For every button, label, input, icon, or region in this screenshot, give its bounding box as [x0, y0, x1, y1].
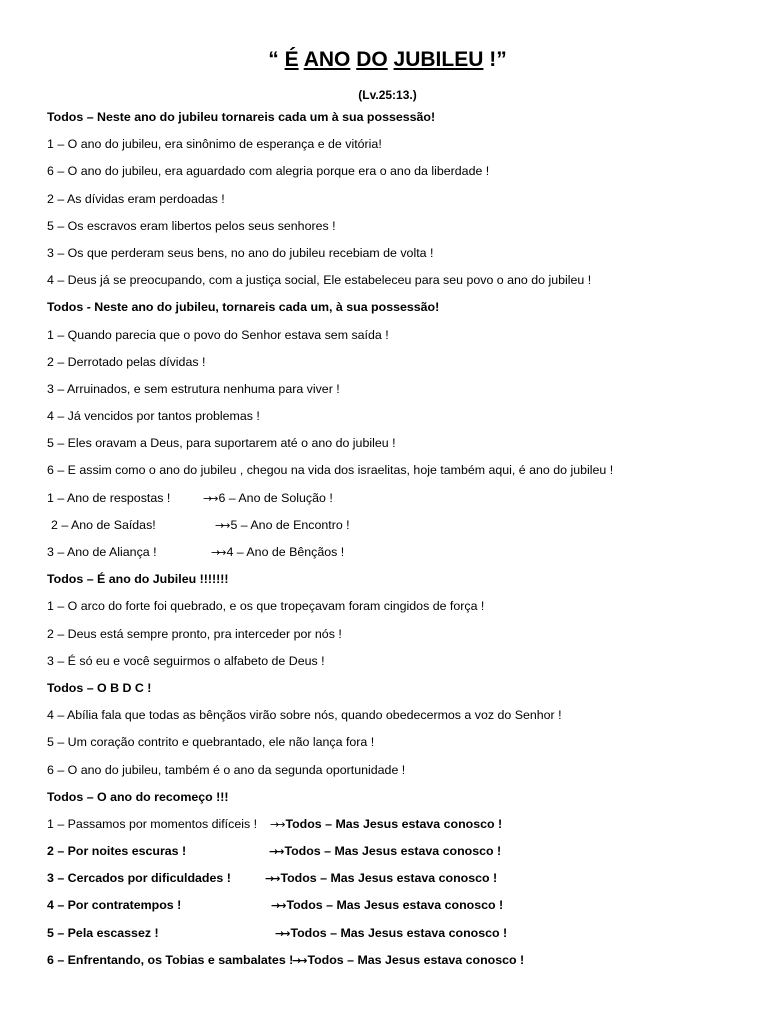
line-04: 2 – As dívidas eram perdoadas !	[47, 191, 225, 206]
line-24: 5 – Um coração contrito e quebrantado, ele não lança fora !	[47, 735, 375, 750]
line-30-right: Todos – Mas Jesus estava conosco !	[286, 898, 504, 913]
line-29-right: Todos – Mas Jesus estava conosco !	[280, 871, 498, 886]
line-07: 4 – Deus já se preocupando, com a justiça social, Ele estabeleceu para seu povo o ano do jubileu !	[47, 273, 592, 288]
line-27-right: Todos – Mas Jesus estava conosco !	[285, 816, 503, 831]
line-08: Todos - Neste ano do jubileu, tornareis cada um, à sua possessão!	[47, 300, 440, 315]
line-01: Todos – Neste ano do jubileu tornareis cada um à sua possessão!	[47, 110, 436, 124]
line-18: Todos – É ano do Jubileu !!!!!!!	[47, 572, 229, 587]
arrow-icon: →→	[270, 817, 283, 831]
line-20: 2 – Deus está sempre pronto, pra interceder por nós !	[47, 626, 342, 641]
document-title	[47, 46, 728, 76]
line-27	[47, 816, 728, 843]
title-word-4: JUBILEU	[393, 48, 484, 71]
line-29	[47, 870, 728, 897]
line-14: 6 – E assim como o ano do jubileu , chegou na vida dos israelitas, hoje também aqui, é ano do jubileu !	[47, 463, 614, 478]
title-close-quote: !”	[483, 48, 507, 71]
line-11: 3 – Arruinados, e sem estrutura nenhuma para viver !	[47, 381, 340, 396]
line-17-left: 3 – Ano de Aliança !	[47, 545, 157, 559]
line-27-left: 1 – Passamos por momentos difíceis !	[47, 816, 258, 831]
line-05: 5 – Os escravos eram libertos pelos seus senhores !	[47, 218, 336, 233]
line-13: 5 – Eles oravam a Deus, para suportarem até o ano do jubileu !	[47, 436, 396, 451]
arrow-icon: →→	[271, 899, 284, 913]
line-28-right: Todos – Mas Jesus estava conosco !	[284, 844, 502, 859]
line-31-left: 5 – Pela escassez !	[47, 925, 159, 940]
line-23: 4 – Abília fala que todas as bênçãos virão sobre nós, quando obedecermos a voz do Senhor !	[47, 708, 562, 723]
line-19: 1 – O arco do forte foi quebrado, e os que tropeçavam foram cingidos de força !	[47, 599, 485, 614]
responsive-reading	[47, 109, 728, 979]
line-32	[47, 952, 728, 979]
line-26: Todos – O ano do recomeço !!!	[47, 789, 229, 804]
line-12: 4 – Já vencidos por tantos problemas !	[47, 409, 260, 424]
title-word-1: É	[284, 48, 299, 71]
arrow-icon: →→	[269, 845, 282, 859]
line-21: 3 – É só eu e você seguirmos o alfabeto de Deus !	[47, 653, 325, 668]
arrow-icon: →→	[211, 546, 224, 559]
line-17	[47, 544, 728, 571]
line-15	[47, 490, 728, 517]
line-09: 1 – Quando parecia que o povo do Senhor estava sem saída !	[47, 327, 389, 342]
line-10: 2 – Derrotado pelas dívidas !	[47, 354, 206, 369]
line-31-right: Todos – Mas Jesus estava conosco !	[290, 925, 508, 940]
line-16	[47, 517, 728, 544]
line-30-left: 4 – Por contratempos !	[47, 898, 182, 913]
title-word-3: DO	[356, 48, 388, 71]
arrow-icon: →→	[203, 491, 216, 505]
line-06: 3 – Os que perderam seus bens, no ano do jubileu recebiam de volta !	[47, 245, 434, 260]
line-16-right: 5 – Ano de Encontro !	[230, 517, 350, 532]
bible-reference: (Lv.25:13.)	[358, 88, 417, 102]
line-16-left: 2 – Ano de Saídas!	[51, 517, 156, 532]
arrow-icon: →→	[275, 926, 288, 940]
arrow-icon: →→	[215, 518, 228, 532]
line-32-right: Todos – Mas Jesus estava conosco !	[307, 952, 525, 967]
line-28-left: 2 – Por noites escuras !	[47, 844, 187, 859]
line-25: 6 – O ano do jubileu, também é o ano da segunda oportunidade !	[47, 762, 406, 777]
line-03: 6 – O ano do jubileu, era aguardado com alegria porque era o ano da liberdade !	[47, 164, 490, 179]
line-15-left: 1 – Ano de respostas !	[47, 490, 171, 505]
line-32-left: 6 – Enfrentando, os Tobias e sambalates !	[47, 952, 294, 967]
line-30	[47, 897, 728, 924]
line-17-right: 4 – Ano de Bênçãos !	[226, 545, 345, 559]
line-15-right: 6 – Ano de Solução !	[218, 490, 333, 505]
line-28	[47, 843, 728, 870]
line-29-left: 3 – Cercados por dificuldades !	[47, 871, 231, 886]
title-open-quote: “	[268, 48, 285, 71]
line-02: 1 – O ano do jubileu, era sinônimo de esperança e de vitória!	[47, 137, 382, 152]
arrow-icon: →→	[292, 953, 305, 967]
arrow-icon: →→	[265, 872, 278, 886]
line-31	[47, 925, 728, 952]
title-word-2: ANO	[303, 48, 351, 71]
line-22: Todos – O B D C !	[47, 680, 152, 695]
